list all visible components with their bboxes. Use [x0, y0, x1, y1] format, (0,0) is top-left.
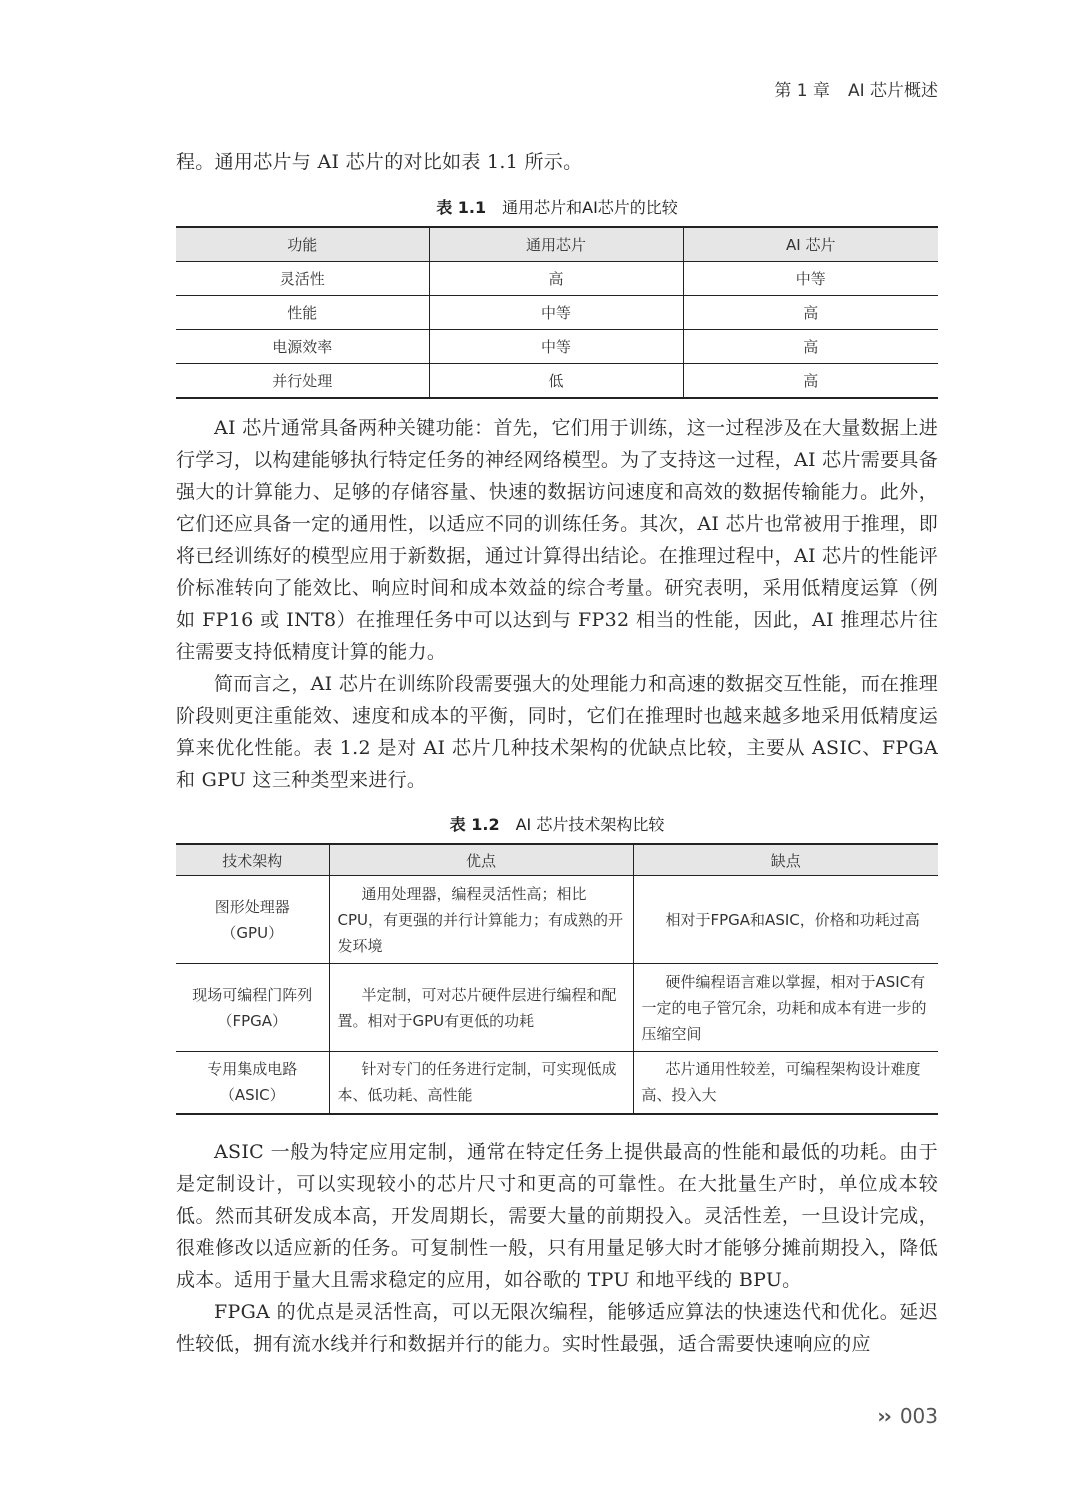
table1-header-cell: 功能	[176, 227, 429, 262]
architecture-name: 现场可编程门阵列	[192, 985, 313, 1004]
table2-header-cell: 缺点	[633, 844, 938, 876]
chapter-title: AI 芯片概述	[847, 81, 938, 101]
table-cell: 高	[683, 330, 938, 364]
table-cell: 高	[683, 296, 938, 330]
table-row	[176, 262, 938, 296]
table1	[176, 226, 938, 399]
table-cell: 中等	[429, 330, 683, 364]
cons-cell: 硬件编程语言难以掌握，相对于ASIC有一定的电子管冗余，功耗和成本有进一步的压缩空间	[633, 964, 938, 1052]
cons-cell: 相对于FPGA和ASIC，价格和功耗过高	[633, 876, 938, 964]
table2-caption	[176, 812, 938, 835]
architecture-name: 图形处理器	[214, 897, 290, 916]
chapter-number: 第 1 章	[774, 81, 830, 101]
table-row	[176, 296, 938, 330]
table-row	[176, 364, 938, 399]
table-cell: 低	[429, 364, 683, 399]
table1-caption	[176, 195, 938, 218]
table2	[176, 843, 938, 1115]
body-paragraph: AI 芯片通常具备两种关键功能：首先，它们用于训练，这一过程涉及在大量数据上进行学习，以构建能够执行特定任务的神经网络模型。为了支持这一过程，AI 芯片需要具备强大的计算能力、足够的存储容量、快速的数据访问速度和高效的数据传输能力。此外，它们还应具备一定的通用性，以适应不同的训练任务。其次，AI 芯片也常被用于推理，即将已经训练好的模型应用于新数据，通过计算得出结论。在推理过程中，AI 芯片的性能评价标准转向了能效比、响应时间和成本效益的综合考量。研究表明，采用低精度运算（例如 FP16 或 INT8）在推理任务中可以达到与 FP32 相当的性能，因此，AI 推理芯片往往需要支持低精度计算的能力。	[176, 417, 938, 663]
cons-cell: 芯片通用性较差，可编程架构设计难度高、投入大	[633, 1052, 938, 1114]
table-cell: 高	[429, 262, 683, 296]
page-footer	[877, 1404, 938, 1428]
architecture-cell	[176, 964, 329, 1052]
body-paragraph: ASIC 一般为特定应用定制，通常在特定任务上提供最高的性能和最低的功耗。由于是定制设计，可以实现较小的芯片尺寸和更高的可靠性。在大批量生产时，单位成本较低。然而其研发成本高，开发周期长，需要大量的前期投入。灵活性差，一旦设计完成，很难修改以适应新的任务。可复制性一般，只有用量足够大时才能够分摊前期投入，降低成本。适用于量大且需求稳定的应用，如谷歌的 TPU 和地平线的 BPU。	[176, 1141, 938, 1291]
architecture-abbr: （ASIC）	[219, 1086, 285, 1105]
table-row	[176, 876, 938, 964]
table2-header-row	[176, 844, 938, 876]
table-cell: 中等	[429, 296, 683, 330]
table2-number: 表 1.2	[449, 815, 500, 834]
table1-header-cell: 通用芯片	[429, 227, 683, 262]
table2-title: AI 芯片技术架构比较	[515, 815, 665, 834]
table-cell: 并行处理	[176, 364, 429, 399]
table2-header-cell: 技术架构	[176, 844, 329, 876]
table2-header-cell: 优点	[329, 844, 633, 876]
architecture-name: 专用集成电路	[207, 1060, 298, 1079]
table1-header-row	[176, 227, 938, 262]
table-cell: 性能	[176, 296, 429, 330]
architecture-cell	[176, 876, 329, 964]
body-paragraph: FPGA 的优点是灵活性高，可以无限次编程，能够适应算法的快速迭代和优化。延迟性较低，拥有流水线并行和数据并行的能力。实时性最强，适合需要快速响应的应	[176, 1301, 938, 1355]
architecture-abbr: （FPGA）	[217, 1011, 288, 1030]
table-cell: 电源效率	[176, 330, 429, 364]
architecture-cell	[176, 1052, 329, 1114]
table-row	[176, 330, 938, 364]
body-paragraph: 简而言之，AI 芯片在训练阶段需要强大的处理能力和高速的数据交互性能，而在推理阶段则更注重能效、速度和成本的平衡，同时，它们在推理时也越来越多地采用低精度运算来优化性能。表 1.2 是对 AI 芯片几种技术架构的优缺点比较，主要从 ASIC、FPGA 和 GPU 这三种类型来进行。	[176, 673, 938, 791]
table-row	[176, 964, 938, 1052]
table1-number: 表 1.1	[436, 198, 487, 217]
table-cell: 灵活性	[176, 262, 429, 296]
table1-title: 通用芯片和AI芯片的比较	[502, 198, 678, 217]
pros-cell: 针对专门的任务进行定制，可实现低成本、低功耗、高性能	[329, 1052, 633, 1114]
table-cell: 高	[683, 364, 938, 399]
page-arrows-icon: ››	[877, 1404, 890, 1428]
page-number: 003	[899, 1404, 938, 1428]
table-row	[176, 1052, 938, 1114]
table-cell: 中等	[683, 262, 938, 296]
pros-cell: 通用处理器，编程灵活性高；相比 CPU，有更强的并行计算能力；有成熟的开发环境	[329, 876, 633, 964]
architecture-abbr: （GPU）	[221, 923, 284, 942]
pros-cell: 半定制，可对芯片硬件层进行编程和配置。相对于GPU有更低的功耗	[329, 964, 633, 1052]
intro-paragraph: 程。通用芯片与 AI 芯片的对比如表 1.1 所示。	[176, 151, 583, 173]
running-header	[0, 76, 938, 101]
table1-header-cell: AI 芯片	[683, 227, 938, 262]
